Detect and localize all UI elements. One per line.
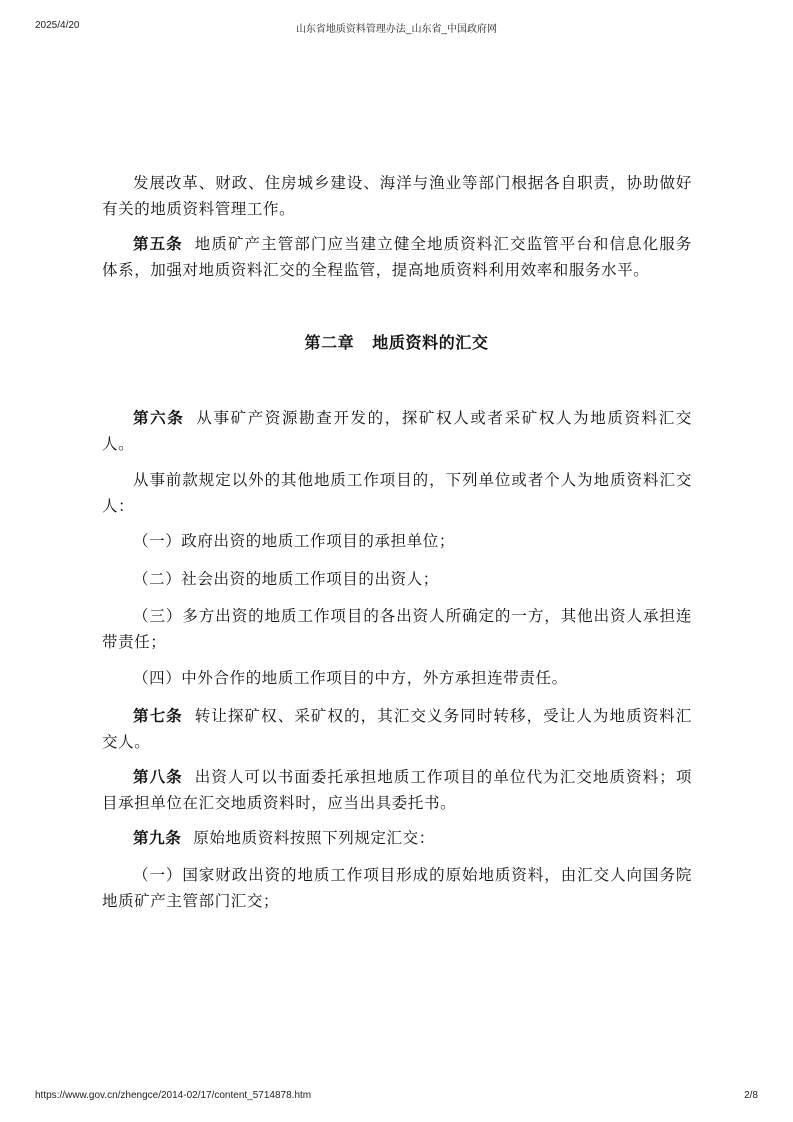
article-9-text: 原始地质资料按照下列规定汇交：: [193, 829, 435, 847]
article-8-label: 第八条: [133, 767, 183, 786]
page-title: 山东省地质资料管理办法_山东省_中国政府网: [295, 24, 498, 35]
source-url: https://www.gov.cn/zhengce/2014-02/17/content_5714878.htm: [35, 1090, 312, 1101]
article-6-label: 第六条: [133, 408, 185, 427]
article-7: [102, 703, 692, 755]
article-5-text: 地质矿产主管部门应当建立健全地质资料汇交监管平台和信息化服务体系，加强对地质资料汇交的全程监管，提高地质资料利用效率和服务水平。: [102, 235, 692, 279]
page-number: 2/8: [744, 1090, 758, 1101]
list-item-4: （四）中外合作的地质工作项目的中方，外方承担连带责任。: [133, 669, 568, 687]
chapter-heading: [0, 330, 793, 353]
list-item-2: （二）社会出资的地质工作项目的出资人；: [133, 570, 439, 588]
article-8: [102, 764, 692, 816]
list-item-3: （三）多方出资的地质工作项目的各出资人所确定的一方，其他出资人承担连带责任；: [102, 607, 692, 651]
chapter-title: 地质资料的汇交: [372, 333, 489, 352]
article-6-text: 从事矿产资源勘查开发的，探矿权人或者采矿权人为地质资料汇交人。: [102, 409, 692, 453]
article-6: [102, 405, 692, 457]
article-6-para-2: 从事前款规定以外的其他地质工作项目的，下列单位或者个人为地质资料汇交人：: [102, 471, 692, 515]
article-9-label: 第九条: [133, 828, 182, 847]
article-5-label: 第五条: [133, 234, 183, 253]
article-7-label: 第七条: [133, 706, 183, 725]
article-7-text: 转让探矿权、采矿权的，其汇交义务同时转移，受让人为地质资料汇交人。: [102, 707, 692, 751]
print-date: 2025/4/20: [35, 20, 80, 31]
chapter-number: 第二章: [304, 333, 355, 352]
article-8-text: 出资人可以书面委托承担地质工作项目的单位代为汇交地质资料；项目承担单位在汇交地质资料时，应当出具委托书。: [102, 768, 692, 812]
article-9-item-1: （一）国家财政出资的地质工作项目形成的原始地质资料，由汇交人向国务院地质矿产主管部门汇交；: [102, 866, 692, 910]
article-5: [102, 231, 692, 283]
paragraph-responsibilities: 发展改革、财政、住房城乡建设、海洋与渔业等部门根据各自职责，协助做好有关的地质资料管理工作。: [102, 174, 692, 218]
article-9: [102, 825, 692, 851]
list-item-1: （一）政府出资的地质工作项目的承担单位；: [133, 532, 456, 550]
